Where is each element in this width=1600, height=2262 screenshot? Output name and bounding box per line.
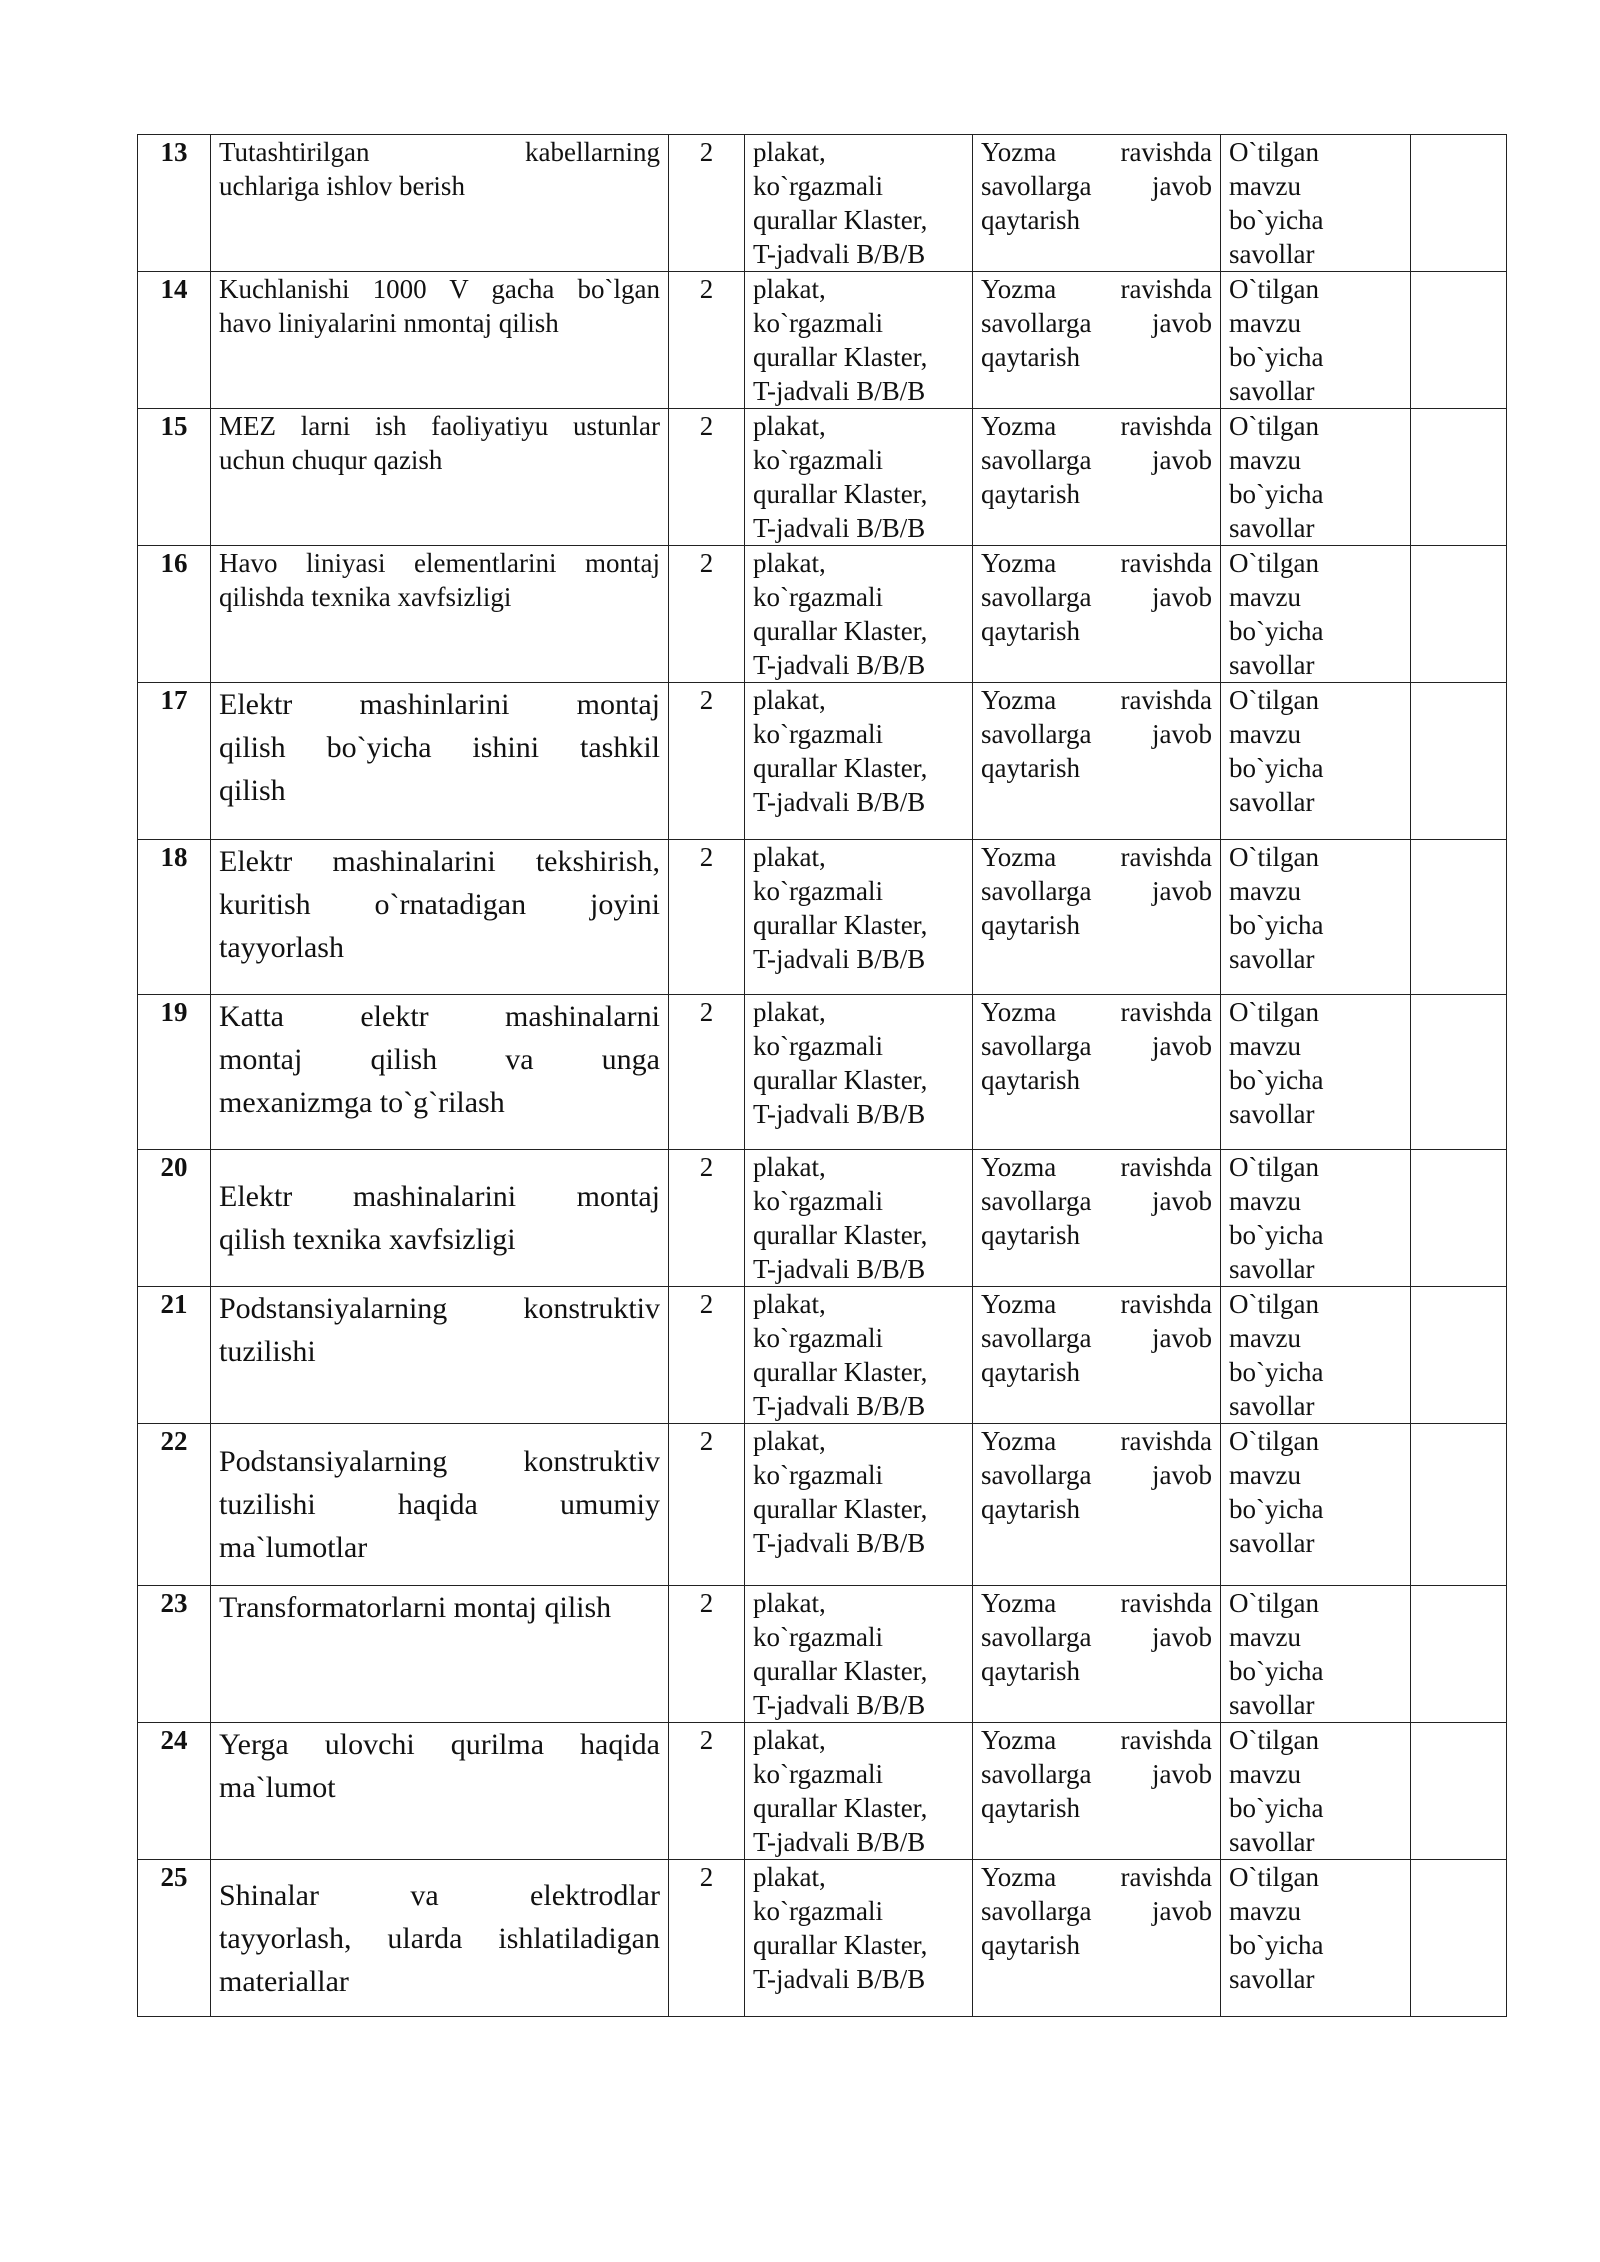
control-line: savollar — [1229, 787, 1315, 817]
form-line: Yozma ravishda — [981, 548, 1212, 578]
control-line: O`tilgan — [1229, 685, 1319, 715]
row-hours: 2 — [669, 1150, 745, 1287]
row-form — [973, 135, 1221, 272]
topic-line: kuritish o`rnatadigan joyini — [219, 888, 660, 921]
row-empty-cell — [1411, 1150, 1507, 1287]
topic-line: qilish texnika xavfsizligi — [219, 1223, 516, 1256]
topic-line: Shinalar va elektrodlar — [219, 1878, 660, 1912]
form-line: Yozma ravishda — [981, 1426, 1212, 1456]
table-row — [138, 1586, 1507, 1723]
method-line: qurallar Klaster, — [753, 1930, 928, 1960]
row-number: 16 — [138, 546, 211, 683]
topic-line: Elektr mashinalarini tekshirish, — [219, 845, 660, 878]
control-line: mavzu — [1229, 171, 1301, 201]
method-line: qurallar Klaster, — [753, 1494, 928, 1524]
control-line: mavzu — [1229, 1896, 1301, 1926]
topic-line: Podstansiyalarning konstruktiv — [219, 1292, 660, 1325]
form-line: Yozma ravishda — [981, 1725, 1212, 1755]
method-line: plakat, — [753, 1588, 826, 1618]
row-topic — [211, 1860, 669, 2017]
row-control — [1221, 1150, 1411, 1287]
form-line: qaytarish — [981, 1930, 1080, 1960]
control-line: bo`yicha — [1229, 205, 1324, 235]
control-line: savollar — [1229, 1827, 1315, 1857]
method-line: T-jadvali B/B/B — [753, 376, 926, 406]
topic-line: uchun chuqur qazish — [219, 445, 443, 475]
row-control — [1221, 1586, 1411, 1723]
method-line: T-jadvali B/B/B — [753, 1964, 926, 1994]
row-topic — [211, 409, 669, 546]
control-line: bo`yicha — [1229, 910, 1324, 940]
control-line: mavzu — [1229, 1622, 1301, 1652]
row-hours: 2 — [669, 840, 745, 995]
control-line: O`tilgan — [1229, 548, 1319, 578]
control-line: O`tilgan — [1229, 842, 1319, 872]
form-line: Yozma ravishda — [981, 1588, 1212, 1618]
row-method — [745, 1723, 973, 1860]
topic-line: ma`lumotlar — [219, 1531, 368, 1564]
table-row — [138, 1723, 1507, 1860]
form-line: savollarga javob — [981, 582, 1212, 612]
control-line: O`tilgan — [1229, 137, 1319, 167]
row-hours: 2 — [669, 1287, 745, 1424]
row-topic — [211, 840, 669, 995]
row-method — [745, 840, 973, 995]
row-method — [745, 546, 973, 683]
control-line: savollar — [1229, 513, 1315, 543]
row-hours: 2 — [669, 1586, 745, 1723]
topic-line: MEZ larni ish faoliyatiyu ustunlar — [219, 411, 660, 441]
topic-line: Kuchlanishi 1000 V gacha bo`lgan — [219, 274, 660, 304]
row-form — [973, 683, 1221, 840]
form-line: Yozma ravishda — [981, 1862, 1212, 1892]
control-line: mavzu — [1229, 582, 1301, 612]
row-topic — [211, 546, 669, 683]
topic-line: materiallar — [219, 1964, 349, 1998]
control-line: savollar — [1229, 1964, 1315, 1994]
method-line: T-jadvali B/B/B — [753, 1391, 926, 1421]
row-hours: 2 — [669, 546, 745, 683]
method-line: plakat, — [753, 274, 826, 304]
row-empty-cell — [1411, 995, 1507, 1150]
form-line: savollarga javob — [981, 1031, 1212, 1061]
row-form — [973, 1860, 1221, 2017]
row-control — [1221, 1287, 1411, 1424]
control-line: mavzu — [1229, 876, 1301, 906]
method-line: ko`rgazmali — [753, 308, 883, 338]
row-form — [973, 409, 1221, 546]
method-line: T-jadvali B/B/B — [753, 1528, 926, 1558]
method-line: T-jadvali B/B/B — [753, 513, 926, 543]
form-line: savollarga javob — [981, 1622, 1212, 1652]
table-row — [138, 683, 1507, 840]
method-line: T-jadvali B/B/B — [753, 1690, 926, 1720]
form-line: qaytarish — [981, 1793, 1080, 1823]
control-line: mavzu — [1229, 1186, 1301, 1216]
method-line: ko`rgazmali — [753, 445, 883, 475]
row-form — [973, 546, 1221, 683]
method-line: plakat, — [753, 1426, 826, 1456]
method-line: ko`rgazmali — [753, 1186, 883, 1216]
row-form — [973, 995, 1221, 1150]
topic-line: Havo liniyasi elementlarini montaj — [219, 548, 660, 578]
method-line: qurallar Klaster, — [753, 1065, 928, 1095]
method-line: T-jadvali B/B/B — [753, 1827, 926, 1857]
row-form — [973, 1424, 1221, 1586]
method-line: qurallar Klaster, — [753, 910, 928, 940]
method-line: plakat, — [753, 997, 826, 1027]
row-control — [1221, 135, 1411, 272]
method-line: ko`rgazmali — [753, 1896, 883, 1926]
row-method — [745, 1287, 973, 1424]
method-line: qurallar Klaster, — [753, 342, 928, 372]
form-line: qaytarish — [981, 1656, 1080, 1686]
control-line: bo`yicha — [1229, 1494, 1324, 1524]
row-number: 18 — [138, 840, 211, 995]
row-form — [973, 1150, 1221, 1287]
table-row — [138, 135, 1507, 272]
form-line: Yozma ravishda — [981, 1152, 1212, 1182]
control-line: bo`yicha — [1229, 1065, 1324, 1095]
topic-line: Elektr mashinlarini montaj — [219, 688, 660, 721]
row-empty-cell — [1411, 409, 1507, 546]
method-line: plakat, — [753, 685, 826, 715]
form-line: Yozma ravishda — [981, 137, 1212, 167]
control-line: O`tilgan — [1229, 1289, 1319, 1319]
form-line: Yozma ravishda — [981, 842, 1212, 872]
control-line: savollar — [1229, 239, 1315, 269]
control-line: mavzu — [1229, 1031, 1301, 1061]
control-line: savollar — [1229, 944, 1315, 974]
method-line: qurallar Klaster, — [753, 205, 928, 235]
row-empty-cell — [1411, 1586, 1507, 1723]
control-line: bo`yicha — [1229, 1220, 1324, 1250]
table-row — [138, 1287, 1507, 1424]
control-line: mavzu — [1229, 1759, 1301, 1789]
row-empty-cell — [1411, 1723, 1507, 1860]
control-line: mavzu — [1229, 719, 1301, 749]
table-row — [138, 1860, 1507, 2017]
method-line: qurallar Klaster, — [753, 1793, 928, 1823]
row-method — [745, 272, 973, 409]
row-number: 20 — [138, 1150, 211, 1287]
table-row — [138, 272, 1507, 409]
row-method — [745, 1150, 973, 1287]
row-form — [973, 1287, 1221, 1424]
row-topic — [211, 135, 669, 272]
control-line: savollar — [1229, 376, 1315, 406]
control-line: savollar — [1229, 1099, 1315, 1129]
method-line: qurallar Klaster, — [753, 1656, 928, 1686]
form-line: qaytarish — [981, 1357, 1080, 1387]
row-topic — [211, 1287, 669, 1424]
control-line: savollar — [1229, 1254, 1315, 1284]
topic-line: qilishda texnika xavfsizligi — [219, 582, 512, 612]
control-line: bo`yicha — [1229, 1793, 1324, 1823]
topic-line: uchlariga ishlov berish — [219, 171, 465, 201]
control-line: O`tilgan — [1229, 1725, 1319, 1755]
row-control — [1221, 840, 1411, 995]
form-line: Yozma ravishda — [981, 411, 1212, 441]
row-control — [1221, 1860, 1411, 2017]
control-line: bo`yicha — [1229, 1357, 1324, 1387]
row-form — [973, 1723, 1221, 1860]
topic-line: havo liniyalarini nmontaj qilish — [219, 308, 559, 338]
method-line: ko`rgazmali — [753, 1759, 883, 1789]
row-form — [973, 1586, 1221, 1723]
method-line: qurallar Klaster, — [753, 616, 928, 646]
method-line: plakat, — [753, 1862, 826, 1892]
method-line: qurallar Klaster, — [753, 1220, 928, 1250]
row-control — [1221, 546, 1411, 683]
method-line: plakat, — [753, 137, 826, 167]
method-line: plakat, — [753, 411, 826, 441]
form-line: Yozma ravishda — [981, 685, 1212, 715]
form-line: qaytarish — [981, 616, 1080, 646]
method-line: ko`rgazmali — [753, 1622, 883, 1652]
method-line: T-jadvali B/B/B — [753, 787, 926, 817]
topic-line: Yerga ulovchi qurilma haqida — [219, 1728, 660, 1761]
topic-line: Podstansiyalarning konstruktiv — [219, 1445, 660, 1478]
form-line: savollarga javob — [981, 1460, 1212, 1490]
form-line: qaytarish — [981, 479, 1080, 509]
method-line: plakat, — [753, 1725, 826, 1755]
table-row — [138, 1424, 1507, 1586]
row-control — [1221, 995, 1411, 1150]
form-line: Yozma ravishda — [981, 1289, 1212, 1319]
method-line: plakat, — [753, 1152, 826, 1182]
row-hours: 2 — [669, 683, 745, 840]
method-line: plakat, — [753, 1289, 826, 1319]
method-line: T-jadvali B/B/B — [753, 650, 926, 680]
row-number: 19 — [138, 995, 211, 1150]
form-line: qaytarish — [981, 1494, 1080, 1524]
method-line: T-jadvali B/B/B — [753, 1254, 926, 1284]
method-line: qurallar Klaster, — [753, 1357, 928, 1387]
row-hours: 2 — [669, 135, 745, 272]
row-number: 21 — [138, 1287, 211, 1424]
row-topic — [211, 1586, 669, 1723]
topic-line: Transformatorlarni montaj qilish — [219, 1591, 612, 1624]
row-control — [1221, 683, 1411, 840]
form-line: qaytarish — [981, 1065, 1080, 1095]
lesson-table — [137, 134, 1507, 2017]
form-line: savollarga javob — [981, 1186, 1212, 1216]
topic-line: Elektr mashinalarini montaj — [219, 1180, 660, 1213]
topic-line: mexanizmga to`g`rilash — [219, 1086, 505, 1119]
method-line: ko`rgazmali — [753, 582, 883, 612]
row-number: 13 — [138, 135, 211, 272]
method-line: qurallar Klaster, — [753, 753, 928, 783]
method-line: T-jadvali B/B/B — [753, 944, 926, 974]
row-hours: 2 — [669, 272, 745, 409]
row-control — [1221, 272, 1411, 409]
topic-line: Tutashtirilgan kabellarning — [219, 137, 660, 167]
control-line: O`tilgan — [1229, 274, 1319, 304]
row-empty-cell — [1411, 546, 1507, 683]
form-line: qaytarish — [981, 910, 1080, 940]
row-method — [745, 683, 973, 840]
row-method — [745, 995, 973, 1150]
row-empty-cell — [1411, 683, 1507, 840]
row-method — [745, 1586, 973, 1723]
row-control — [1221, 1424, 1411, 1586]
row-number: 23 — [138, 1586, 211, 1723]
method-line: plakat, — [753, 548, 826, 578]
control-line: O`tilgan — [1229, 997, 1319, 1027]
control-line: bo`yicha — [1229, 753, 1324, 783]
row-topic — [211, 272, 669, 409]
control-line: mavzu — [1229, 1323, 1301, 1353]
form-line: savollarga javob — [981, 1323, 1212, 1353]
table-row — [138, 1150, 1507, 1287]
method-line: T-jadvali B/B/B — [753, 1099, 926, 1129]
topic-line: Katta elektr mashinalarni — [219, 1000, 660, 1033]
form-line: savollarga javob — [981, 1896, 1212, 1926]
row-topic — [211, 995, 669, 1150]
table-row — [138, 409, 1507, 546]
row-number: 14 — [138, 272, 211, 409]
form-line: savollarga javob — [981, 171, 1212, 201]
control-line: savollar — [1229, 1391, 1315, 1421]
row-method — [745, 135, 973, 272]
row-topic — [211, 1424, 669, 1586]
row-topic — [211, 683, 669, 840]
form-line: savollarga javob — [981, 445, 1212, 475]
row-empty-cell — [1411, 840, 1507, 995]
control-line: mavzu — [1229, 445, 1301, 475]
control-line: bo`yicha — [1229, 1656, 1324, 1686]
topic-line: qilish — [219, 774, 286, 807]
row-method — [745, 409, 973, 546]
method-line: qurallar Klaster, — [753, 479, 928, 509]
control-line: bo`yicha — [1229, 616, 1324, 646]
row-number: 17 — [138, 683, 211, 840]
row-method — [745, 1860, 973, 2017]
row-empty-cell — [1411, 1424, 1507, 1586]
method-line: ko`rgazmali — [753, 719, 883, 749]
control-line: O`tilgan — [1229, 1152, 1319, 1182]
row-topic — [211, 1150, 669, 1287]
form-line: Yozma ravishda — [981, 274, 1212, 304]
method-line: ko`rgazmali — [753, 1323, 883, 1353]
row-control — [1221, 1723, 1411, 1860]
control-line: savollar — [1229, 1528, 1315, 1558]
row-form — [973, 272, 1221, 409]
row-number: 25 — [138, 1860, 211, 2017]
row-empty-cell — [1411, 135, 1507, 272]
control-line: O`tilgan — [1229, 1588, 1319, 1618]
topic-line: ma`lumot — [219, 1771, 336, 1804]
row-number: 24 — [138, 1723, 211, 1860]
row-number: 22 — [138, 1424, 211, 1586]
row-hours: 2 — [669, 1424, 745, 1586]
table-row — [138, 546, 1507, 683]
row-empty-cell — [1411, 272, 1507, 409]
form-line: savollarga javob — [981, 1759, 1212, 1789]
method-line: ko`rgazmali — [753, 1460, 883, 1490]
control-line: mavzu — [1229, 1460, 1301, 1490]
form-line: qaytarish — [981, 753, 1080, 783]
control-line: mavzu — [1229, 308, 1301, 338]
method-line: ko`rgazmali — [753, 1031, 883, 1061]
row-number: 15 — [138, 409, 211, 546]
method-line: ko`rgazmali — [753, 876, 883, 906]
row-hours: 2 — [669, 1723, 745, 1860]
form-line: qaytarish — [981, 342, 1080, 372]
row-hours: 2 — [669, 409, 745, 546]
form-line: savollarga javob — [981, 308, 1212, 338]
method-line: plakat, — [753, 842, 826, 872]
control-line: O`tilgan — [1229, 411, 1319, 441]
topic-line: tuzilishi haqida umumiy — [219, 1488, 660, 1521]
table-row — [138, 995, 1507, 1150]
topic-line: tayyorlash, ularda ishlatiladigan — [219, 1921, 660, 1955]
control-line: savollar — [1229, 650, 1315, 680]
form-line: qaytarish — [981, 1220, 1080, 1250]
topic-line: tuzilishi — [219, 1335, 316, 1368]
topic-line: montaj qilish va unga — [219, 1043, 660, 1076]
method-line: T-jadvali B/B/B — [753, 239, 926, 269]
row-empty-cell — [1411, 1860, 1507, 2017]
control-line: bo`yicha — [1229, 479, 1324, 509]
control-line: bo`yicha — [1229, 1930, 1324, 1960]
control-line: O`tilgan — [1229, 1426, 1319, 1456]
control-line: bo`yicha — [1229, 342, 1324, 372]
row-hours: 2 — [669, 995, 745, 1150]
form-line: qaytarish — [981, 205, 1080, 235]
form-line: savollarga javob — [981, 719, 1212, 749]
row-form — [973, 840, 1221, 995]
topic-line: tayyorlash — [219, 931, 344, 964]
topic-line: qilish bo`yicha ishini tashkil — [219, 731, 660, 764]
row-control — [1221, 409, 1411, 546]
method-line: ko`rgazmali — [753, 171, 883, 201]
row-topic — [211, 1723, 669, 1860]
control-line: savollar — [1229, 1690, 1315, 1720]
row-hours: 2 — [669, 1860, 745, 2017]
control-line: O`tilgan — [1229, 1862, 1319, 1892]
row-method — [745, 1424, 973, 1586]
form-line: Yozma ravishda — [981, 997, 1212, 1027]
table-body — [138, 135, 1507, 2017]
form-line: savollarga javob — [981, 876, 1212, 906]
table-row — [138, 840, 1507, 995]
row-empty-cell — [1411, 1287, 1507, 1424]
